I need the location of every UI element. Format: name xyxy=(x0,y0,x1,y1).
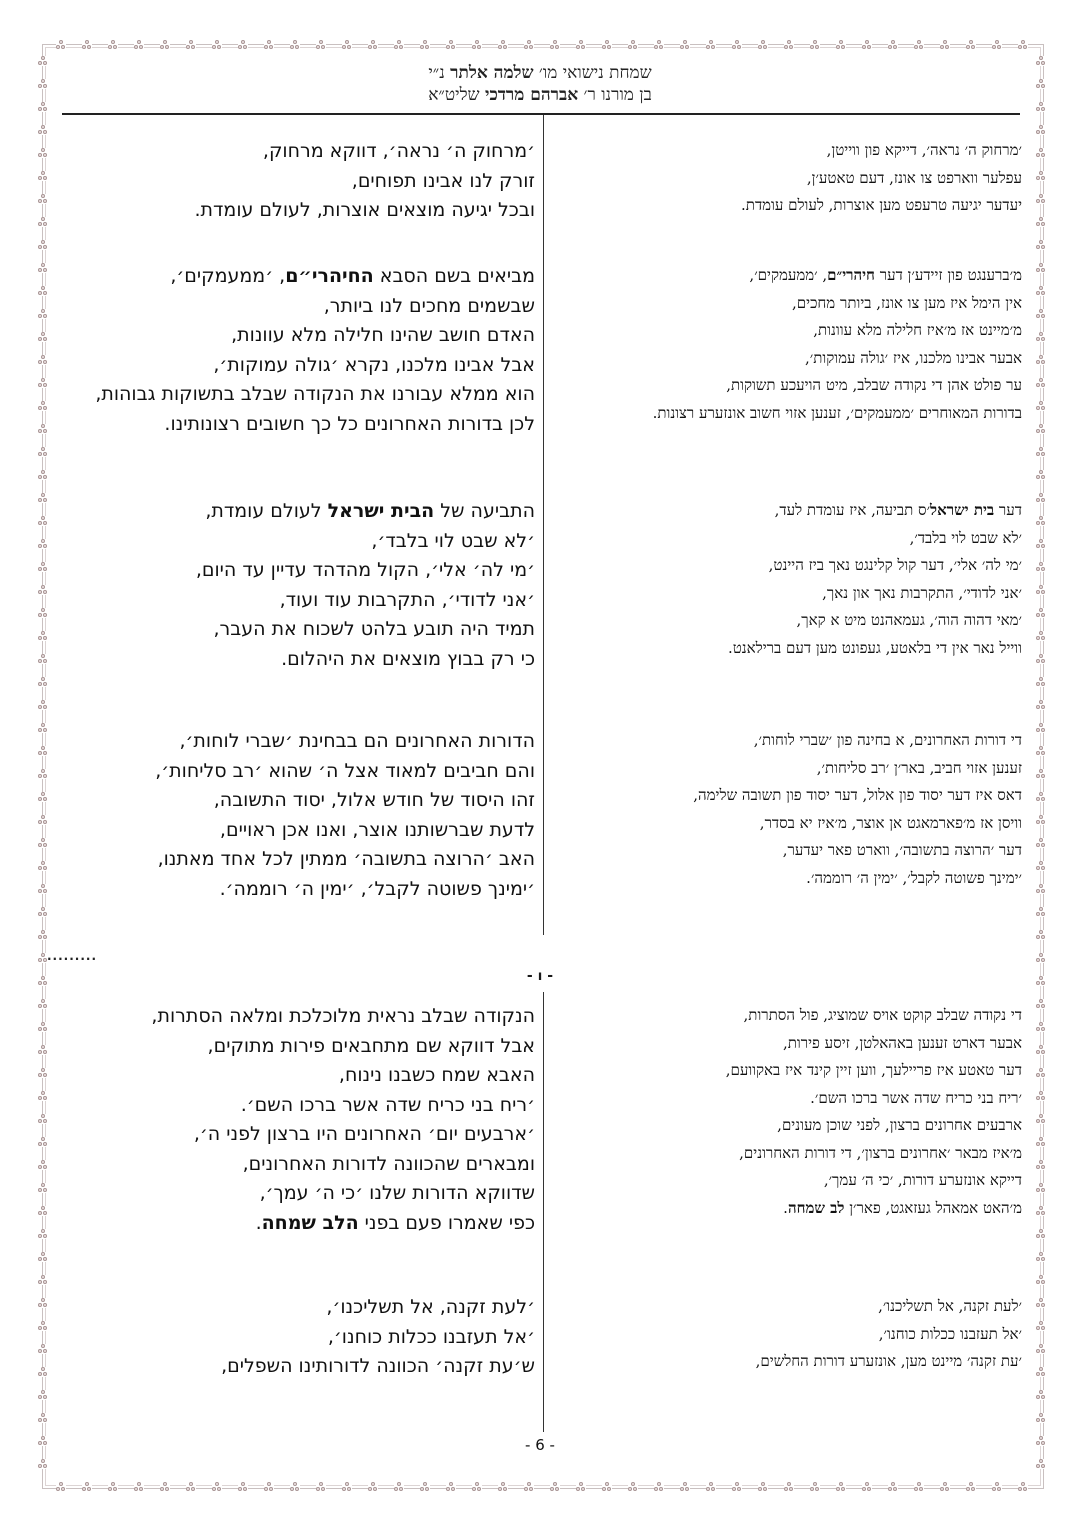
trefoil-ornament-icon xyxy=(38,585,48,595)
trefoil-ornament-icon xyxy=(212,40,222,50)
poem-line: ׳ימינך פשוטה לקבל׳, ׳ימין ה׳ רוממה׳. xyxy=(806,868,1022,887)
trefoil-ornament-icon xyxy=(524,40,534,50)
trefoil-ornament-icon xyxy=(1036,1367,1046,1377)
stanza xyxy=(555,497,1022,662)
poem-line: דאס איז דער יסוד פון אלול, דער יסוד פון תשובה שלימה, xyxy=(693,786,1022,804)
trefoil-ornament-icon xyxy=(38,723,48,733)
poem-line: אבל דווקא שם מתחבאים פירות מתוקים, xyxy=(207,1034,535,1057)
trefoil-ornament-icon xyxy=(38,1321,48,1331)
poem-line: דייקא אונזערע דורות, ׳כי ה׳ עמך׳, xyxy=(823,1171,1022,1189)
trefoil-ornament-icon xyxy=(836,40,846,50)
trefoil-ornament-icon xyxy=(38,838,48,848)
poem-line: ׳לא שבט לוי בלבד׳, xyxy=(371,529,535,552)
poem-line: ׳ימינך פשוטה לקבל׳, ׳ימין ה׳ רוממה׳. xyxy=(219,877,535,900)
trefoil-ornament-icon xyxy=(1036,1390,1046,1400)
poem-line: ׳מרחוק ה׳ נראה׳, דווקא מרחוק, xyxy=(262,140,535,162)
trefoil-ornament-icon xyxy=(38,1344,48,1354)
trefoil-ornament-icon xyxy=(1036,884,1046,894)
stanza xyxy=(60,137,535,226)
trefoil-ornament-icon xyxy=(38,56,48,66)
trefoil-ornament-icon xyxy=(1036,677,1046,687)
poem-line: זענען אזוי חביב, באר׳ן ׳רב סליחות׳, xyxy=(816,758,1022,777)
poem-line: שבשמים מחכים לנו ביותר, xyxy=(323,294,535,317)
poem-line: ומבארים שהכוונה לדורות האחרונים, xyxy=(242,1152,535,1175)
trefoil-ornament-icon xyxy=(1036,654,1046,664)
poem-line: ארבעים אחרונים ברצון, לפני שוכן מעונים, xyxy=(777,1116,1022,1134)
trefoil-ornament-icon xyxy=(992,40,1002,50)
poem-line: ש׳עת זקנה׳ הכוונה לדורותינו השפלים, xyxy=(221,1355,535,1377)
poem-line: אבער אבינו מלכנו, איז ׳גולה עמוקות׳, xyxy=(804,348,1022,367)
header-text: שליט״א xyxy=(428,85,485,105)
trefoil-ornament-icon xyxy=(1036,815,1046,825)
trefoil-ornament-icon xyxy=(82,1482,92,1492)
poem-line: הנקודה שבלב נראית מלוכלכת ומלאה הסתרות, xyxy=(151,1005,535,1027)
trefoil-ornament-icon xyxy=(1036,562,1046,572)
trefoil-ornament-icon xyxy=(186,40,196,50)
stanza xyxy=(555,137,1022,220)
trefoil-ornament-icon xyxy=(38,378,48,388)
poem-line: מ׳מיינט אז מ׳איז חלילה מלא עוונות, xyxy=(813,321,1022,339)
poem-line: ׳אני לדודי׳, התקרבות עוד ועוד, xyxy=(279,588,535,611)
trefoil-ornament-icon xyxy=(238,1482,248,1492)
trefoil-ornament-icon xyxy=(1036,1068,1046,1078)
trefoil-ornament-icon xyxy=(706,40,716,50)
poem-line: ׳מי לה׳ אלי׳, הקול מהדהד עדיין עד היום, xyxy=(195,559,535,581)
trefoil-ornament-icon xyxy=(1036,263,1046,273)
trefoil-ornament-icon xyxy=(1036,309,1046,319)
poem-line: ׳אל תעזבנו ככלות כוחנו׳, xyxy=(327,1325,535,1348)
trefoil-ornament-icon xyxy=(368,40,378,50)
trefoil-ornament-icon xyxy=(446,40,456,50)
trefoil-ornament-icon xyxy=(1036,125,1046,135)
trefoil-ornament-icon xyxy=(264,1482,274,1492)
poem-line: אין הימל איז מען צו אונז, ביותר מחכים, xyxy=(792,293,1022,312)
trefoil-ornament-icon xyxy=(732,1482,742,1492)
page-header xyxy=(60,62,1020,106)
trefoil-ornament-icon xyxy=(290,40,300,50)
poem-line: ׳אני לדודי׳, התקרבות נאך און נאך, xyxy=(822,583,1022,602)
trefoil-ornament-icon xyxy=(342,40,352,50)
trefoil-ornament-icon xyxy=(38,1390,48,1400)
poem-line: ׳עת זקנה׳ מיינט מען, אונזערע דורות החלשים, xyxy=(755,1352,1022,1370)
trefoil-ornament-icon xyxy=(1036,447,1046,457)
trefoil-ornament-icon xyxy=(1036,1459,1046,1469)
trefoil-ornament-icon xyxy=(316,1482,326,1492)
trefoil-ornament-icon xyxy=(108,1482,118,1492)
trefoil-ornament-icon xyxy=(38,884,48,894)
trefoil-ornament-icon xyxy=(264,40,274,50)
trefoil-ornament-icon xyxy=(1036,332,1046,342)
poem-line: תמיד היה תובע בלהט לשכוח את העבר, xyxy=(213,618,535,640)
trefoil-ornament-icon xyxy=(420,40,430,50)
trefoil-ornament-icon xyxy=(38,1459,48,1469)
trefoil-ornament-icon xyxy=(56,40,66,50)
poem-line: זורק לנו אבינו תפוחים, xyxy=(351,169,535,192)
groom-name: שלמה אלתר xyxy=(450,63,534,83)
trefoil-ornament-icon xyxy=(186,1482,196,1492)
poem-line: יעדער יגיעה טרעפט מען אוצרות, לעולם עומדת. xyxy=(741,196,1022,214)
trefoil-ornament-icon xyxy=(602,40,612,50)
trefoil-ornament-icon xyxy=(38,194,48,204)
header-divider xyxy=(62,113,1020,115)
trefoil-ornament-icon xyxy=(38,999,48,1009)
trefoil-ornament-icon xyxy=(316,40,326,50)
trefoil-ornament-icon xyxy=(1036,1321,1046,1331)
trefoil-ornament-icon xyxy=(1036,148,1046,158)
trefoil-ornament-icon xyxy=(1036,539,1046,549)
poem-line: זהו היסוד של חודש אלול, יסוד התשובה, xyxy=(213,789,535,811)
poem-line: ׳ארבעים יום׳ האחרונים היו ברצון לפני ה׳, xyxy=(193,1123,535,1145)
trefoil-ornament-icon xyxy=(732,40,742,50)
poem-line: ׳מאי דהוה הוה׳, געמאהנט מיט א קאך, xyxy=(796,611,1022,629)
trefoil-ornament-icon xyxy=(862,1482,872,1492)
poem-line: בדורות המאוחרים ׳ממעמקים׳, זענען אזוי חשוב אונזערע רצונות. xyxy=(652,403,1022,422)
trefoil-ornament-icon xyxy=(134,1482,144,1492)
trefoil-ornament-icon xyxy=(1036,1413,1046,1423)
trefoil-ornament-icon xyxy=(38,769,48,779)
poem-line: אבל אבינו מלכנו, נקרא ׳גולה עמוקות׳, xyxy=(213,353,535,376)
trefoil-ornament-icon xyxy=(38,493,48,503)
poem-line: שדווקא הדורות שלנו ׳כי ה׳ עמך׳, xyxy=(259,1182,535,1204)
trefoil-ornament-icon xyxy=(394,1482,404,1492)
trefoil-ornament-icon xyxy=(56,1482,66,1492)
trefoil-ornament-icon xyxy=(1036,1229,1046,1239)
trefoil-ornament-icon xyxy=(38,240,48,250)
trefoil-ornament-icon xyxy=(1036,1137,1046,1147)
trefoil-ornament-icon xyxy=(38,125,48,135)
column-divider-upper xyxy=(543,115,544,935)
trefoil-ornament-icon xyxy=(498,40,508,50)
trefoil-ornament-icon xyxy=(38,930,48,940)
trefoil-ornament-icon xyxy=(38,1229,48,1239)
poem-line: ער פולט אהן די נקודה שבלב, מיט הויעכע תשוקות, xyxy=(726,376,1022,394)
poem-line: ׳ריח בני כריח שדה אשר ברכו השם׳. xyxy=(810,1088,1022,1107)
header-text: נ״י xyxy=(428,63,451,83)
trefoil-ornament-icon xyxy=(108,40,118,50)
trefoil-ornament-icon xyxy=(38,286,48,296)
poem-line: מ׳ברענגט פון זיידע׳ן דער חיהרי״ם, ׳ממעמקים׳, xyxy=(749,266,1022,284)
header-line-1 xyxy=(60,62,1020,84)
trefoil-ornament-icon xyxy=(38,700,48,710)
stanza xyxy=(60,1293,535,1382)
trefoil-ornament-icon xyxy=(1036,378,1046,388)
trefoil-ornament-icon xyxy=(38,309,48,319)
poem-line: ׳מרחוק ה׳ נראה׳, דייקא פון ווייטן, xyxy=(826,141,1022,159)
trefoil-ornament-icon xyxy=(38,79,48,89)
trefoil-ornament-icon xyxy=(1036,585,1046,595)
trefoil-ornament-icon xyxy=(888,40,898,50)
trefoil-ornament-icon xyxy=(38,516,48,526)
trefoil-ornament-icon xyxy=(576,1482,586,1492)
trefoil-ornament-icon xyxy=(38,148,48,158)
poem-line: ׳לעת זקנה, אל תשליכנו׳, xyxy=(326,1296,535,1318)
trefoil-ornament-icon xyxy=(238,40,248,50)
trefoil-ornament-icon xyxy=(134,40,144,50)
trefoil-ornament-icon xyxy=(1036,470,1046,480)
stanza xyxy=(60,727,535,904)
trefoil-ornament-icon xyxy=(1036,792,1046,802)
trefoil-ornament-icon xyxy=(38,470,48,480)
trefoil-ornament-icon xyxy=(38,1252,48,1262)
trefoil-ornament-icon xyxy=(472,1482,482,1492)
trefoil-ornament-icon xyxy=(1036,493,1046,503)
trefoil-ornament-icon xyxy=(1036,1252,1046,1262)
trefoil-ornament-icon xyxy=(1036,355,1046,365)
trefoil-ornament-icon xyxy=(38,424,48,434)
poem-line: דער ׳הרוצה בתשובה׳, ווארט פאר יעדער, xyxy=(782,841,1022,859)
poem-line: מ׳האט אמאהל געזאגט, פאר׳ן לב שמחה. xyxy=(783,1198,1022,1217)
poem-line: ׳מי לה׳ אלי׳, דער קול קלינגט נאך ביז היינט, xyxy=(768,556,1022,574)
trefoil-ornament-icon xyxy=(38,861,48,871)
trefoil-ornament-icon xyxy=(38,1114,48,1124)
poem-line: והם חביבים למאוד אצל ה׳ שהוא ׳רב סליחות׳, xyxy=(155,759,535,782)
stanza xyxy=(555,1293,1022,1376)
poem-line: ׳אל תעזבנו ככלות כוחנו׳, xyxy=(878,1324,1022,1343)
trefoil-ornament-icon xyxy=(38,562,48,572)
poem-line: כפי שאמרו פעם בפני הלב שמחה. xyxy=(255,1211,535,1234)
trefoil-ornament-icon xyxy=(38,677,48,687)
trefoil-ornament-icon xyxy=(654,1482,664,1492)
trefoil-ornament-icon xyxy=(1036,700,1046,710)
trefoil-ornament-icon xyxy=(38,1367,48,1377)
trefoil-ornament-icon xyxy=(628,1482,638,1492)
trefoil-ornament-icon xyxy=(940,40,950,50)
poem-line: לדעת שברשותנו אוצר, ואנו אכן ראויים, xyxy=(219,818,535,841)
trefoil-ornament-icon xyxy=(784,40,794,50)
trefoil-ornament-icon xyxy=(38,654,48,664)
trefoil-ornament-icon xyxy=(290,1482,300,1492)
trefoil-ornament-icon xyxy=(1036,769,1046,779)
trefoil-ornament-icon xyxy=(888,1482,898,1492)
trefoil-ornament-icon xyxy=(1036,102,1046,112)
trefoil-ornament-icon xyxy=(1036,1275,1046,1285)
trefoil-ornament-icon xyxy=(680,40,690,50)
trefoil-ornament-icon xyxy=(38,1183,48,1193)
trefoil-ornament-icon xyxy=(1036,1114,1046,1124)
trefoil-ornament-icon xyxy=(992,1482,1002,1492)
trefoil-ornament-icon xyxy=(38,1022,48,1032)
poem-line: דער טאטע איז פריילעך, ווען זיין קינד איז באקוועם, xyxy=(725,1061,1022,1079)
trefoil-ornament-icon xyxy=(38,102,48,112)
trefoil-ornament-icon xyxy=(524,1482,534,1492)
trefoil-ornament-icon xyxy=(1036,401,1046,411)
trefoil-ornament-icon xyxy=(1018,40,1028,50)
trefoil-ornament-icon xyxy=(758,1482,768,1492)
trefoil-ornament-icon xyxy=(38,171,48,181)
poem-line: הדורות האחרונים הם בבחינת ׳שברי לוחות׳, xyxy=(179,730,535,752)
header-text: שמחת נישואי מו׳ xyxy=(533,63,652,83)
poem-line: מ׳איז מבאר ׳אחרונים ברצון׳, די דורות האחרונים, xyxy=(739,1143,1022,1162)
trefoil-ornament-icon xyxy=(1036,746,1046,756)
poem-line: די נקודה שבלב קוקט אויס שמוציג, פול הסתרות, xyxy=(743,1006,1022,1024)
trefoil-ornament-icon xyxy=(940,1482,950,1492)
trefoil-ornament-icon xyxy=(38,1091,48,1101)
trefoil-ornament-icon xyxy=(914,40,924,50)
stanza xyxy=(60,1002,535,1238)
stanza xyxy=(555,262,1022,427)
trefoil-ornament-icon xyxy=(1036,907,1046,917)
trefoil-ornament-icon xyxy=(966,1482,976,1492)
poem-line: וויסן אז מ׳פארמאגט אן אוצר, מ׳איז יא בסדר, xyxy=(759,813,1022,832)
trefoil-ornament-icon xyxy=(38,1275,48,1285)
poem-line: די דורות האחרונים, א בחינה פון ׳שברי לוחות׳, xyxy=(753,731,1022,749)
trefoil-ornament-icon xyxy=(1036,1160,1046,1170)
trefoil-ornament-icon xyxy=(38,608,48,618)
poem-line: דער בית ישראל׳ס תביעה, איז עומדת לעד, xyxy=(774,501,1022,519)
trefoil-ornament-icon xyxy=(82,40,92,50)
trefoil-ornament-icon xyxy=(1036,1045,1046,1055)
trefoil-ornament-icon xyxy=(576,40,586,50)
trefoil-ornament-icon xyxy=(680,1482,690,1492)
poem-line: אבער דארט זענען באהאלטן, זיסע פירות, xyxy=(782,1033,1022,1052)
header-line-2 xyxy=(60,84,1020,106)
trefoil-ornament-icon xyxy=(628,40,638,50)
trefoil-ornament-icon xyxy=(784,1482,794,1492)
trefoil-ornament-icon xyxy=(38,746,48,756)
trefoil-ornament-icon xyxy=(38,1160,48,1170)
trefoil-ornament-icon xyxy=(1036,1344,1046,1354)
father-name: אברהם מרדכי xyxy=(484,85,579,105)
poem-line: התביעה של הבית ישראל לעולם עומדת, xyxy=(205,500,535,522)
poem-line: לכן בדורות האחרונים כל כך חשובים רצונותינו. xyxy=(164,412,535,435)
trefoil-ornament-icon xyxy=(1018,1482,1028,1492)
trefoil-ornament-icon xyxy=(1036,79,1046,89)
poem-line: ׳לעת זקנה, אל תשליכנו׳, xyxy=(878,1297,1022,1315)
column-divider-lower xyxy=(543,992,544,1432)
page-number: - 6 - xyxy=(525,1436,555,1454)
trefoil-ornament-icon xyxy=(1036,240,1046,250)
trefoil-ornament-icon xyxy=(1036,608,1046,618)
trefoil-ornament-icon xyxy=(1036,56,1046,66)
trefoil-ornament-icon xyxy=(342,1482,352,1492)
dotted-separator: ......... xyxy=(47,949,98,963)
trefoil-ornament-icon xyxy=(38,332,48,342)
trefoil-ornament-icon xyxy=(966,40,976,50)
section-marker: - ו - xyxy=(526,968,554,984)
trefoil-ornament-icon xyxy=(38,792,48,802)
stanza xyxy=(60,497,535,674)
trefoil-ornament-icon xyxy=(914,1482,924,1492)
trefoil-ornament-icon xyxy=(1036,516,1046,526)
trefoil-ornament-icon xyxy=(810,1482,820,1492)
poem-line: האדם חושב שהינו חלילה מלא עוונות, xyxy=(231,324,535,346)
trefoil-ornament-icon xyxy=(160,1482,170,1492)
trefoil-ornament-icon xyxy=(394,40,404,50)
trefoil-ornament-icon xyxy=(1036,631,1046,641)
stanza xyxy=(555,1002,1022,1222)
trefoil-ornament-icon xyxy=(1036,838,1046,848)
trefoil-ornament-icon xyxy=(1036,999,1046,1009)
trefoil-ornament-icon xyxy=(1036,930,1046,940)
poem-line: כי רק בבוץ מוצאים את היהלום. xyxy=(281,647,535,670)
poem-line: ׳ריח בני כריח שדה אשר ברכו השם׳. xyxy=(240,1093,535,1116)
trefoil-ornament-icon xyxy=(38,1068,48,1078)
trefoil-ornament-icon xyxy=(1036,953,1046,963)
trefoil-ornament-icon xyxy=(1036,723,1046,733)
trefoil-ornament-icon xyxy=(38,539,48,549)
poem-line: האבא שמח כשבנו נינוח, xyxy=(338,1064,535,1086)
trefoil-ornament-icon xyxy=(38,1298,48,1308)
poem-line: ׳לא שבט לוי בלבד׳, xyxy=(909,528,1022,547)
trefoil-ornament-icon xyxy=(1036,861,1046,871)
trefoil-ornament-icon xyxy=(38,815,48,825)
trefoil-ornament-icon xyxy=(38,631,48,641)
trefoil-ornament-icon xyxy=(836,1482,846,1492)
trefoil-ornament-icon xyxy=(1036,171,1046,181)
trefoil-ornament-icon xyxy=(420,1482,430,1492)
trefoil-ornament-icon xyxy=(38,263,48,273)
poem-line: עפלער ווארפט צו אונז, דעם טאטע׳ן, xyxy=(806,168,1022,187)
trefoil-ornament-icon xyxy=(38,1045,48,1055)
trefoil-ornament-icon xyxy=(1036,1206,1046,1216)
trefoil-ornament-icon xyxy=(654,40,664,50)
trefoil-ornament-icon xyxy=(38,447,48,457)
poem-line: ווייל נאר אין די בלאטע, געפונט מען דעם ברילאנט. xyxy=(727,638,1022,657)
poem-line: הוא ממלא עבורנו את הנקודה שבלב בתשוקות גבוהות, xyxy=(95,383,535,405)
trefoil-ornament-icon xyxy=(758,40,768,50)
trefoil-ornament-icon xyxy=(1036,1298,1046,1308)
trefoil-ornament-icon xyxy=(368,1482,378,1492)
trefoil-ornament-icon xyxy=(810,40,820,50)
trefoil-ornament-icon xyxy=(1036,1183,1046,1193)
trefoil-ornament-icon xyxy=(472,40,482,50)
trefoil-ornament-icon xyxy=(38,355,48,365)
trefoil-ornament-icon xyxy=(602,1482,612,1492)
trefoil-ornament-icon xyxy=(38,1137,48,1147)
trefoil-ornament-icon xyxy=(446,1482,456,1492)
trefoil-ornament-icon xyxy=(1036,194,1046,204)
header-text: בן מורנו ר׳ xyxy=(578,85,652,105)
trefoil-ornament-icon xyxy=(1036,424,1046,434)
trefoil-ornament-icon xyxy=(38,907,48,917)
poem-line: ובכל יגיעה מוצאים אוצרות, לעולם עומדת. xyxy=(194,199,535,221)
trefoil-ornament-icon xyxy=(550,40,560,50)
trefoil-ornament-icon xyxy=(498,1482,508,1492)
trefoil-ornament-icon xyxy=(1036,286,1046,296)
trefoil-ornament-icon xyxy=(1036,1091,1046,1101)
trefoil-ornament-icon xyxy=(550,1482,560,1492)
poem-line: מביאים בשם הסבא החיהרי״ם, ׳ממעמקים׳, xyxy=(170,265,535,287)
trefoil-ornament-icon xyxy=(1036,1022,1046,1032)
trefoil-ornament-icon xyxy=(38,217,48,227)
trefoil-ornament-icon xyxy=(706,1482,716,1492)
trefoil-ornament-icon xyxy=(38,1206,48,1216)
trefoil-ornament-icon xyxy=(38,401,48,411)
trefoil-ornament-icon xyxy=(212,1482,222,1492)
poem-line: האב ׳הרוצה בתשובה׳ ממתין לכל אחד מאתנו, xyxy=(157,848,535,870)
trefoil-ornament-icon xyxy=(1036,217,1046,227)
trefoil-ornament-icon xyxy=(38,1413,48,1423)
stanza xyxy=(555,727,1022,892)
trefoil-ornament-icon xyxy=(160,40,170,50)
stanza xyxy=(60,262,535,439)
trefoil-ornament-icon xyxy=(862,40,872,50)
